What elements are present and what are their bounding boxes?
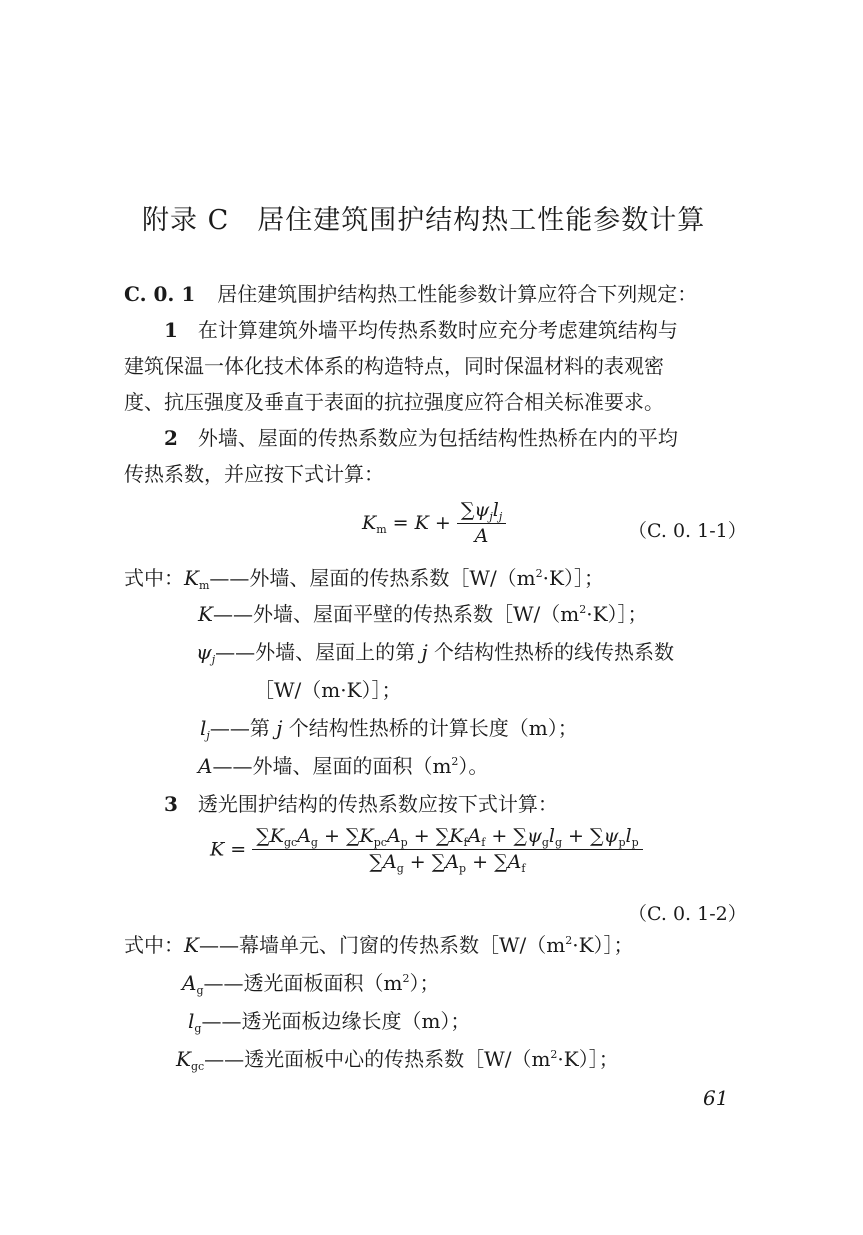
- item2-line1: [164, 428, 678, 448]
- def-km-text: ——外墙、屋面的传热系数［W/（m: [209, 566, 536, 590]
- item3-text: 透光围护结构的传热系数应按下式计算：: [197, 792, 558, 816]
- section-heading: [124, 284, 697, 304]
- def2-k: 式中：K——幕墙单元、门窗的传热系数$[W/(m^2\cdot K)]$；: [124, 933, 634, 957]
- equation-1: $K_m = K$ + $\frac{\sum\psi_jl_j}{A}$: [362, 500, 506, 547]
- def2-kgc-end: ·K）］；: [557, 1047, 619, 1071]
- section-text: 居住建筑围护结构热工性能参数计算应符合下列规定：: [217, 282, 698, 306]
- def-a: A——外墙、屋面的面积$(m^2)$。: [198, 754, 489, 778]
- def2-ag-end: ）；: [409, 971, 440, 995]
- item1-line1: [164, 320, 678, 340]
- def-k-end: ·K）］；: [586, 602, 648, 626]
- def-psi-unit: ［W/（m·K）］；: [254, 678, 402, 702]
- def-l-text-b: 个结构性热桥的计算长度（m）；: [288, 716, 578, 740]
- def2-ag-text: ——透光面板面积（m: [203, 971, 403, 995]
- def-l: $l_j——$第 j 个结构性热桥的计算长度（m）；: [200, 716, 578, 742]
- item1-line3: 度、抗压强度及垂直于表面的抗拉强度应符合相关标准要求。: [124, 390, 664, 414]
- def2-ag: $A_g——$透光面板面积$(m^2)$；: [182, 971, 440, 997]
- item1-number: 1: [164, 318, 178, 342]
- def-a-text: ——外墙、屋面的面积（m: [212, 754, 452, 778]
- def-l-text-a: ——第: [209, 716, 270, 740]
- item1-line2: 建筑保温一体化技术体系的构造特点，同时保温材料的表观密: [124, 354, 664, 378]
- defs1-prefix: 式中：: [124, 566, 184, 590]
- def-k: K——外墙、屋面平壁的传热系数$[W/(m^2\cdot K)]$；: [198, 602, 648, 626]
- item1-text-line1: 在计算建筑外墙平均传热系数时应充分考虑建筑结构与: [197, 318, 678, 342]
- equation-2-number: （C. 0. 1-2）: [628, 903, 747, 925]
- def-k-text: ——外墙、屋面平壁的传热系数［W/（m: [212, 602, 580, 626]
- item3-number: 3: [164, 792, 178, 816]
- def2-k-text: ——幕墙单元、门窗的传热系数［W/（m: [198, 933, 566, 957]
- item2-line2: 传热系数，并应按下式计算：: [124, 462, 384, 486]
- def2-kgc: $K_{gc}——$透光面板中心的传热系数$[W/(m^2\cdot K)]$；: [176, 1047, 619, 1073]
- def-a-end: ）。: [458, 754, 489, 778]
- def2-k-end: ·K）］；: [572, 933, 634, 957]
- appendix-title: 附录 C 居住建筑围护结构热工性能参数计算: [142, 205, 706, 236]
- item2-text-line1: 外墙、屋面的传热系数应为包括结构性热桥在内的平均: [197, 426, 678, 450]
- def-km-end: ·K）］；: [542, 566, 604, 590]
- def-km: 式中：$K_m——$外墙、屋面的传热系数$[W/(m^2\cdot K)]$；: [124, 566, 604, 592]
- item3-line: [164, 794, 558, 814]
- equation-2: K = $\frac{\sum K_{gc}A_g + \sum K_{pc}A_p + \sum K_fA_f + \sum\psi_gl_g + \sum\psi_pl_p}{\sum A_g + \sum A_p + \sum A_f}$: [210, 826, 643, 873]
- item2-number: 2: [164, 426, 178, 450]
- defs2-prefix: 式中：: [124, 933, 184, 957]
- section-number: C. 0. 1: [124, 282, 196, 306]
- def-psi-text-a: ——外墙、屋面上的第: [215, 640, 416, 664]
- equation-1-number: （C. 0. 1-1）: [628, 520, 747, 542]
- def-psi-text-b: 个结构性热桥的线传热系数: [434, 640, 675, 664]
- def2-lg: $l_g——$透光面板边缘长度（m）；: [188, 1009, 471, 1035]
- def-psi: $\psi_j——$外墙、屋面上的第 j 个结构性热桥的线传热系数: [196, 640, 675, 666]
- def2-lg-text: ——透光面板边缘长度（m）；: [201, 1009, 471, 1033]
- page-number: 61: [703, 1086, 729, 1110]
- def2-kgc-text: ——透光面板中心的传热系数［W/（m: [204, 1047, 551, 1071]
